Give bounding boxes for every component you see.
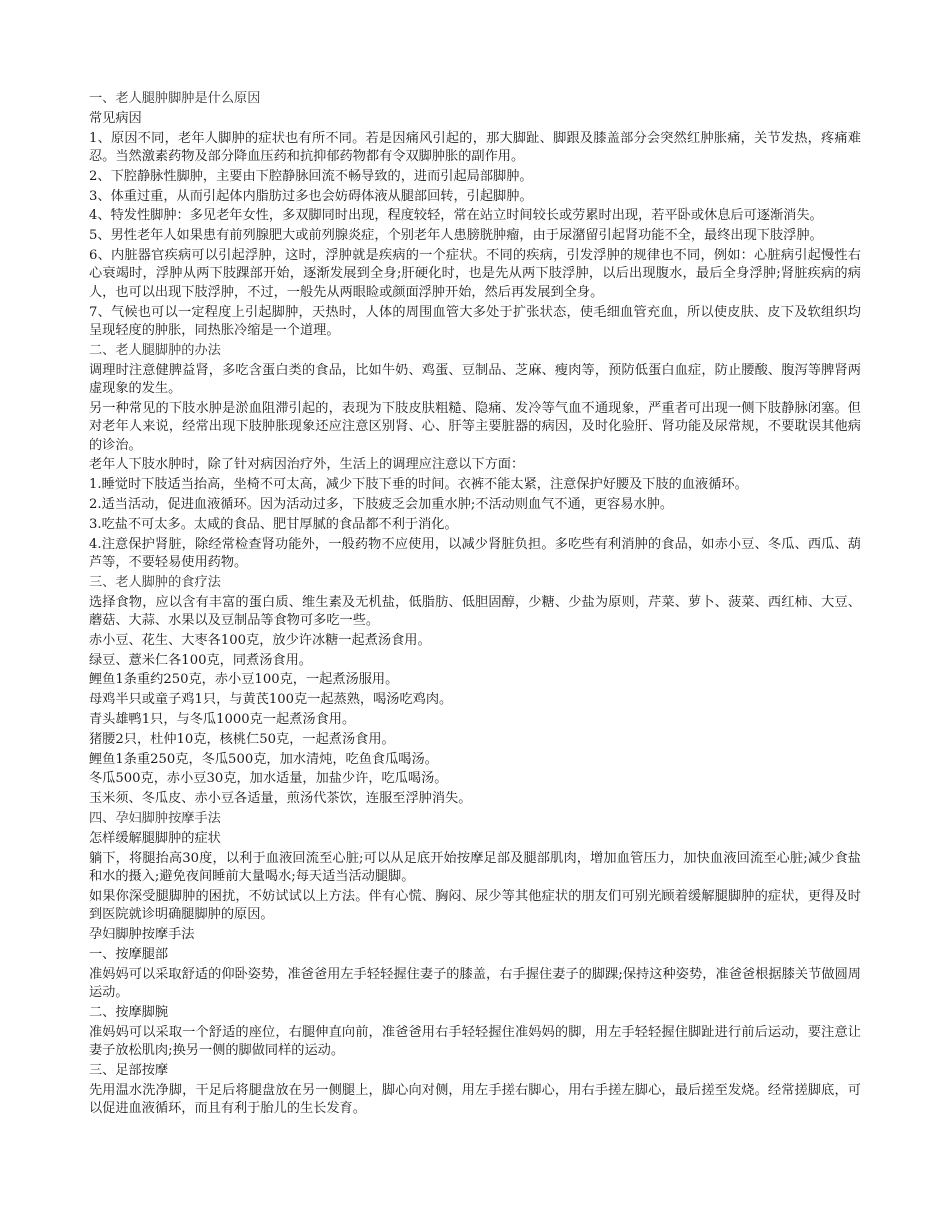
- paragraph: 另一种常见的下肢水肿是淤血阻滞引起的，表现为下肢皮肤粗糙、隐痛、发冷等气血不通现象，严重者可出现一侧下肢静脉闭塞。但对老年人来说，经常出现下肢肿胀现象还应注意区别肾、心、肝等主要脏器的病因，及时化验肝、肾功能及尿常规，不要耽误其他病的诊治。: [89, 400, 861, 453]
- paragraph: 调理时注意健脾益肾，多吃含蛋白类的食品，比如牛奶、鸡蛋、豆制品、芝麻、瘦肉等，预防低蛋白血症，防止腰酸、腹泻等脾肾两虚现象的发生。: [89, 362, 861, 396]
- recipe-line: 鲤鱼1条重约250克，赤小豆100克，一起煮汤服用。: [89, 672, 399, 688]
- section-heading-2: 二、老人腿脚肿的办法: [89, 342, 221, 358]
- paragraph: 1、原因不同，老年人脚肿的症状也有所不同。若是因痛风引起的，那大脚趾、脚跟及膝盖部分会突然红肿胀痛，关节发热，疼痛难忍。当然激素药物及部分降血压药和抗抑郁药物都有令双脚肿胀的副作用。: [89, 130, 861, 164]
- paragraph: 7、气候也可以一定程度上引起脚肿，天热时，人体的周围血管大多处于扩张状态，使毛细血管充血，所以使皮肤、皮下及软组织均呈现轻度的肿胀，同热胀冷缩是一个道理。: [89, 304, 861, 338]
- recipe-line: 冬瓜500克，赤小豆30克，加水适量，加盐少许，吃瓜喝汤。: [89, 771, 448, 787]
- paragraph: 准妈妈可以采取一个舒适的座位，右腿伸直向前，准爸爸用右手轻轻握住准妈妈的脚，用左手轻轻握住脚趾进行前后运动，要注意让妻子放松肌肉;换另一侧的脚做同样的运动。: [89, 1024, 861, 1058]
- paragraph: 先用温水洗净脚，干足后将腿盘放在另一侧腿上，脚心向对侧，用左手搓右脚心，用右手搓左脚心，最后搓至发烧。经常搓脚底，可以促进血液循环，而且有利于胎儿的生长发育。: [89, 1082, 861, 1116]
- section-heading-3: 三、老人脚肿的食疗法: [89, 574, 221, 590]
- section-heading-1: 一、老人腿肿脚肿是什么原因: [89, 91, 261, 106]
- paragraph: 1.睡觉时下肢适当抬高，坐椅不可太高，减少下肢下垂的时间。衣裤不能太紧，注意保护好腰及下肢的血液循环。: [89, 477, 748, 493]
- paragraph: 3、体重过重，从而引起体内脂肪过多也会妨碍体液从腿部回转，引起脚肿。: [89, 188, 533, 204]
- subheading: 一、按摩腿部: [89, 946, 169, 962]
- paragraph: 老年人下肢水肿时，除了针对病因治疗外，生活上的调理应注意以下方面：: [89, 457, 525, 473]
- subheading: 怎样缓解腿脚肿的症状: [89, 830, 221, 846]
- subheading: 孕妇脚肿按摩手法: [89, 926, 195, 942]
- recipe-line: 绿豆、薏米仁各100克，同煮汤食用。: [89, 652, 312, 668]
- paragraph: 2.适当活动，促进血液循环。因为活动过多，下肢疲乏会加重水肿;不活动则血气不通，更容易水肿。: [89, 497, 674, 512]
- paragraph: 躺下，将腿抬高30度，以利于血液回流至心脏;可以从足底开始按摩足部及腿部肌肉，增加血管压力，加快血液回流至心脏;减少食盐和水的摄入;避免夜间睡前大量喝水;每天适当活动腿脚。: [89, 850, 861, 884]
- paragraph: 如果你深受腿脚肿的困扰，不妨试试以上方法。伴有心慌、胸闷、尿少等其他症状的朋友们可别光顾着缓解腿脚肿的症状，更得及时到医院就诊明确腿脚肿的原因。: [89, 888, 861, 923]
- recipe-line: 猪腰2只，杜仲10克，核桃仁50克，一起煮汤食用。: [89, 731, 395, 747]
- recipe-line: 母鸡半只或童子鸡1只，与黄芪100克一起蒸熟，喝汤吃鸡肉。: [89, 692, 453, 708]
- subheading: 三、足部按摩: [89, 1062, 169, 1078]
- subheading-common-causes: 常见病因: [89, 110, 142, 126]
- recipe-line: 鲤鱼1条重250克，冬瓜500克，加水清炖，吃鱼食瓜喝汤。: [89, 751, 438, 767]
- recipe-line: 青头雄鸭1只，与冬瓜1000克一起煮汤食用。: [89, 711, 356, 727]
- paragraph: 4、特发性脚肿：多见老年女性，多双脚同时出现，程度较轻，常在站立时间较长或劳累时出现，若平卧或休息后可逐渐消失。: [89, 208, 823, 224]
- paragraph: 6、内脏器官疾病可以引起浮肿，这时，浮肿就是疾病的一个症状。不同的疾病，引发浮肿的规律也不同，例如：心脏病引起慢性右心衰竭时，浮肿从两下肢踝部开始，逐渐发展到全身;肝硬化时，也是先从两下肢浮肿，以后出现腹水，最后全身浮肿;肾脏疾病的病人，也可以出现下肢浮肿，不过，一般先从两眼睑或颜面浮肿开始，然后再发展到全身。: [89, 247, 861, 300]
- paragraph: 2、下腔静脉性脚肿，主要由下腔静脉回流不畅导致的，进而引起局部脚肿。: [89, 168, 533, 184]
- paragraph: 准妈妈可以采取舒适的仰卧姿势，准爸爸用左手轻轻握住妻子的膝盖，右手握住妻子的脚踝;保持这种姿势，准爸爸根据膝关节做圆周运动。: [89, 966, 861, 1000]
- recipe-line: 玉米须、冬瓜皮、赤小豆各适量，煎汤代茶饮，连服至浮肿消失。: [89, 791, 472, 807]
- document-body: [89, 90, 861, 1120]
- paragraph: 3.吃盐不可太多。太咸的食品、肥甘厚腻的食品都不利于消化。: [89, 516, 458, 532]
- paragraph: 选择食物，应以含有丰富的蛋白质、维生素及无机盐，低脂肪、低胆固醇，少糖、少盐为原则，芹菜、萝卜、菠菜、西红柿、大豆、蘑菇、大蒜、水果以及豆制品等食物可多吃一些。: [89, 594, 861, 628]
- subheading: 二、按摩脚腕: [89, 1004, 169, 1020]
- recipe-line: 赤小豆、花生、大枣各100克，放少许冰糖一起煮汤食用。: [89, 632, 431, 648]
- section-heading-4: 四、孕妇脚肿按摩手法: [89, 810, 221, 826]
- paragraph: 5、男性老年人如果患有前列腺肥大或前列腺炎症，个别老年人患膀胱肿瘤，由于尿潴留引起肾功能不全，最终出现下肢浮肿。: [89, 228, 823, 244]
- paragraph: 4.注意保护肾脏，除经常检查肾功能外，一般药物不应使用，以减少肾脏负担。多吃些有利消肿的食品，如赤小豆、冬瓜、西瓜、葫芦等，不要轻易使用药物。: [89, 536, 861, 570]
